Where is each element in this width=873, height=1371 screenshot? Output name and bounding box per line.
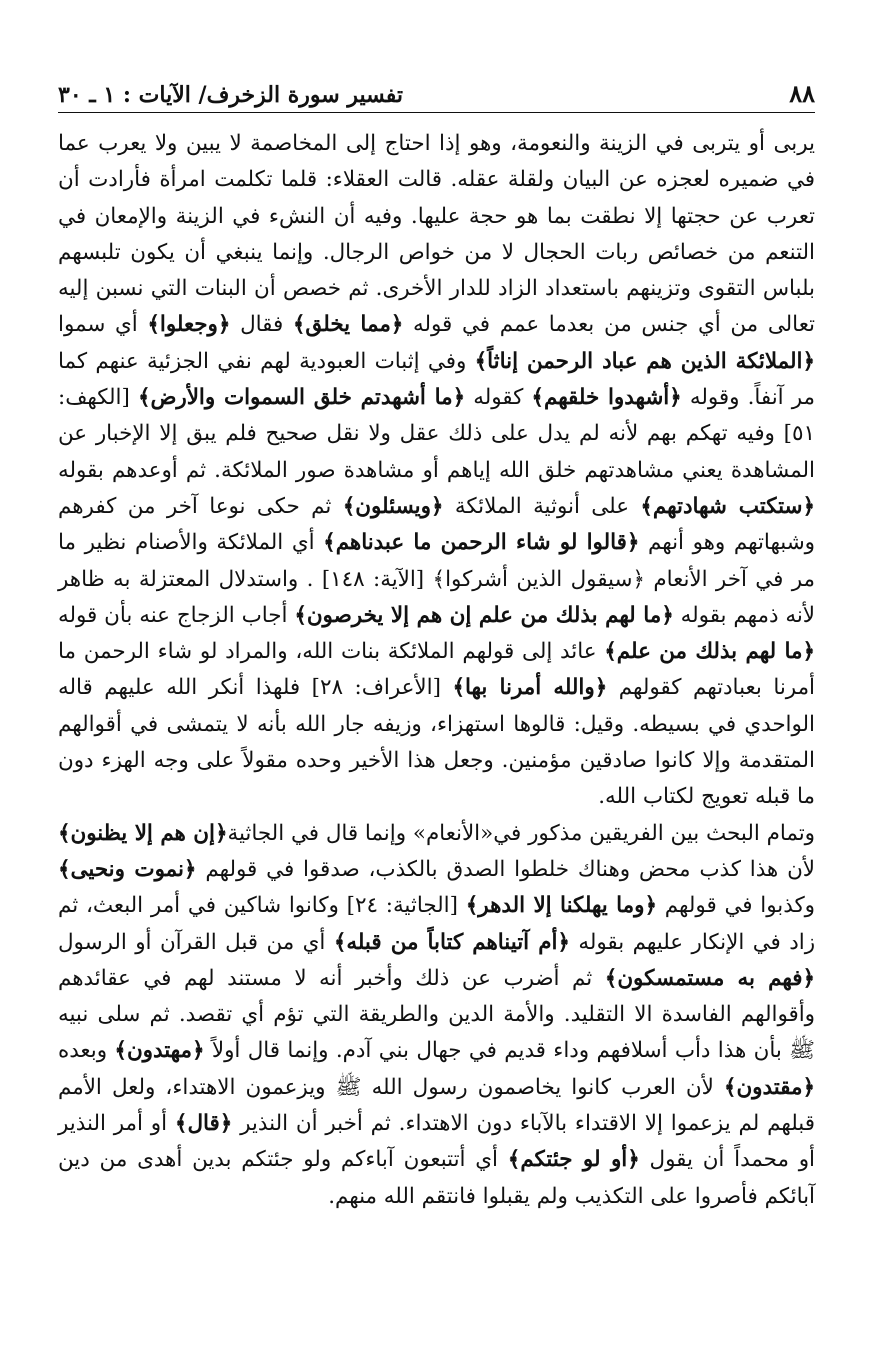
text-run: أي الملائكة والأصنام نظير ما مر في آخر الأنعام — [58, 530, 815, 592]
quran-verse: ﴿نموت ونحيى﴾ — [58, 856, 197, 882]
quran-verse: ﴿مهتدون﴾ — [114, 1038, 205, 1064]
text-run: وبعده — [58, 1038, 115, 1064]
text-run: أي من قبل القرآن أو الرسول — [58, 929, 334, 955]
text-run: [الكهف: ٥١] وفيه تهكم بهم لأنه لم يدل على ذلك عقل ولا نقل صحيح فلم يبق إلا الإخبار عن المشاهدة يعني مشاهدتهم خلق الله إياهم أو مشاهدة صور الملائكة. ثم أوعدهم بقوله — [58, 385, 815, 483]
quran-verse: ﴿أو لو جئتكم﴾ — [507, 1147, 640, 1173]
quran-verse: ﴿إن هم إلا يظنون﴾ — [58, 820, 228, 846]
quran-verse: ﴿فهم به مستمسكون﴾ — [604, 965, 815, 991]
quran-verse: ﴿قال﴾ — [174, 1111, 233, 1137]
quran-verse: ﴿والله أمرنا بها﴾ — [452, 675, 608, 701]
paragraph — [58, 126, 815, 816]
quran-verse: ﴿مقتدون﴾ — [723, 1074, 815, 1100]
page-number: ٨٨ — [789, 79, 815, 108]
text-run: كقوله — [465, 385, 532, 411]
quran-verse: ﴿الملائكة الذين هم عباد الرحمن إناثاً﴾ — [474, 348, 815, 374]
text-run: أجاب الزجاج عنه بأن قوله — [58, 602, 295, 628]
text-run: أي سموا — [58, 312, 148, 338]
text-run: على أنوثية الملائكة — [443, 493, 641, 519]
text-run: فقال — [230, 312, 293, 338]
quran-verse: ﴿ما لهم بذلك من علم إن هم إلا يخرصون﴾ — [294, 602, 674, 628]
quran-verse: ﴿ما لهم بذلك من علم﴾ — [604, 639, 816, 665]
text-run: لأن العرب كانوا يخاصمون رسول الله ﷺ ويزعمون الاهتداء، ولعل الأمم قبلهم لم يزعموا إلا الاقتداء بالآباء دون الاهتداء. ثم أخبر أن النذير — [58, 1074, 815, 1137]
text-run: أو أمر النذير أو محمداً أن يقول — [58, 1111, 816, 1173]
text-run: [الآية: ١٤٨] . واستدلال المعتزلة به ظاهر لأنه ذمهم بقوله — [58, 566, 815, 628]
text-run: وكذبوا في قولهم — [657, 893, 815, 919]
running-title: تفسير سورة الزخرف/ الآيات : ١ ـ ٣٠ — [58, 82, 403, 108]
text-run: أي أتتبعون آباءكم ولو جئتكم بدين أهدى من دين آبائكم فأصروا على التكذيب ولم يقبلوا فانتقم الله منهم. — [58, 1147, 815, 1209]
text-run: عائد إلى قولهم الملائكة بنات الله، والمراد لو شاء الرحمن ما أمرنا بعبادتهم كقولهم — [58, 639, 816, 701]
text-run: وتمام البحث بين الفريقين مذكور في«الأنعام» وإنما قال في الجاثية — [227, 820, 815, 846]
text-run: ثم حكى نوعا آخر من كفرهم وشبهاتهم وهو أنهم — [58, 493, 816, 556]
quran-verse: ﴿أشهدوا خلقهم﴾ — [531, 385, 682, 411]
quran-verse: ﴿ستكتب شهادتهم﴾ — [640, 493, 815, 519]
quran-verse: ﴿ويسئلون﴾ — [342, 493, 444, 519]
quran-verse: ﴿أم آتيناهم كتاباً من قبله﴾ — [333, 929, 570, 955]
text-run: [الأعراف: ٢٨] فلهذا أنكر الله عليهم قاله الواحدي في بسيطه. وقيل: قالوها استهزاء، وزيفه جار الله بأنه لا يتمشى في أقوالهم المتقدمة وإلا كانوا صادقين مؤمنين. وجعل هذا الأخير وحده مقولاً على وجه الهزء دون ما قبله تعويج لكتاب الله. — [58, 675, 815, 810]
quran-verse: ﴿مما يخلق﴾ — [292, 312, 404, 338]
text-run: [الجاثية: ٢٤] وكانوا شاكين في أمر البعث، ثم زاد في الإنكار عليهم بقوله — [58, 893, 816, 955]
quran-verse: ﴿ما أشهدتم خلق السموات والأرض﴾ — [137, 385, 466, 411]
quran-verse: ﴿قالوا لو شاء الرحمن ما عبدناهم﴾ — [323, 530, 640, 556]
text-run: لأن هذا كذب محض وهناك خلطوا الصدق بالكذب، صدقوا في قولهم — [196, 856, 815, 882]
paragraph — [58, 816, 815, 1215]
text-run: يربى أو يتربى في الزينة والنعومة، وهو إذا احتاج إلى المخاصمة لا يبين ولا يعرب عما في ضميره لعجزه عن البيان ولقلة عقله. قالت العقلاء: قلما تكلمت امرأة فأرادت أن تعرب عن حجتها إلا نطقت بما هو حجة عليها. وفيه أن النشء في الزينة والإمعان في التنعم من خصائص ربات الحجال لا من خواص الرجال. وإنما ينبغي أن يكون تلبسهم بلباس التقوى وتزينهم باستعداد الزاد للدار الأخرى. ثم خصص أن البنات التي نسبن إليه تعالى من أي جنس من بعدما عمم في قوله — [58, 131, 815, 338]
text-run: ثم أضرب عن ذلك وأخبر أنه لا مستند لهم في عقائدهم وأقوالهم الفاسدة الا التقليد. والأمة الدين والطريقة التي تؤم أي تقصد. ثم سلى نبيه ﷺ بأن هذا دأب أسلافهم وداء قديم في جهال بني آدم. وإنما قال أولاً — [58, 965, 815, 1064]
text-run: وفي إثبات العبودية لهم نفي الجزئية عنهم كما مر آنفاً. وقوله — [58, 348, 815, 411]
body-text — [58, 126, 815, 1215]
page-header — [58, 74, 815, 113]
quran-verse: ﴿وما يهلكنا إلا الدهر﴾ — [465, 893, 658, 919]
quran-verse: ﴿وجعلوا﴾ — [147, 312, 231, 338]
text-run: ﴿سيقول الذين أشركوا﴾ — [432, 566, 645, 592]
